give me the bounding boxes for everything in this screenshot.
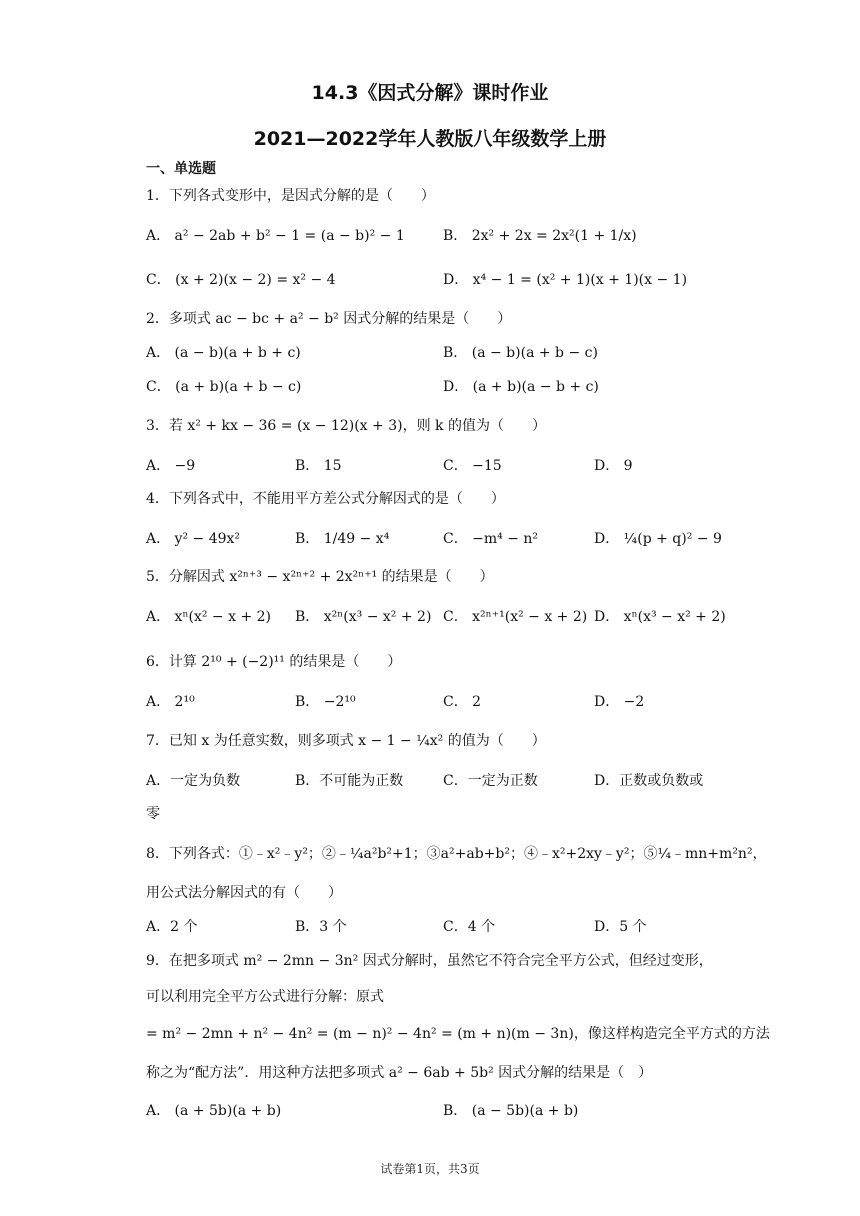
question-3-stem: 3．若 x² + kx − 36 = (x − 12)(x + 3)，则 k 的值为（ ） <box>146 418 546 434</box>
question-8-stem: 8．下列各式：①﹣x²﹣y²；②﹣¼a²b²+1；③a²+ab+b²；④﹣x²+2xy﹣y²；⑤¼﹣mn+m²n²， <box>146 846 767 862</box>
question-4-stem: 4．下列各式中，不能用平方差公式分解因式的是（ ） <box>146 491 505 507</box>
question-1-option-d: D． x⁴ − 1 = (x² + 1)(x + 1)(x − 1) <box>443 272 688 288</box>
question-4-option-c: C． −m⁴ − n² <box>443 531 539 547</box>
page-subtitle: 2021—2022学年人教版八年级数学上册 <box>253 128 607 150</box>
question-5-option-b: B． x²ⁿ(x³ − x² + 2) <box>295 609 432 625</box>
question-1-stem: 1．下列各式变形中，是因式分解的是（ ） <box>146 188 435 204</box>
question-5-option-c: C． x²ⁿ⁺¹(x² − x + 2) <box>443 609 588 625</box>
question-6-stem: 6．计算 2¹⁰ + (−2)¹¹ 的结果是（ ） <box>146 654 402 670</box>
question-7-option-d-continued: 零 <box>146 806 160 822</box>
question-7-option-d: D．正数或负数或 <box>594 773 704 789</box>
question-8-option-b: B．3 个 <box>295 919 347 935</box>
question-3-option-b: B． 15 <box>295 458 342 474</box>
question-7-option-a: A．一定为负数 <box>146 773 241 789</box>
question-4-option-b: B． 1/49 − x⁴ <box>295 531 390 547</box>
question-1-option-a: A． a² − 2ab + b² − 1 = (a − b)² − 1 <box>146 228 405 244</box>
question-2-option-d: D． (a + b)(a − b + c) <box>443 379 599 395</box>
question-7-option-c: C．一定为正数 <box>443 773 538 789</box>
question-3-option-c: C． −15 <box>443 458 502 474</box>
question-9-line2: 可以利用完全平方公式进行分解：原式 <box>146 989 384 1005</box>
question-2-option-c: C． (a + b)(a + b − c) <box>146 379 302 395</box>
question-6-option-b: B． −2¹⁰ <box>295 694 356 710</box>
question-8-option-a: A．2 个 <box>146 919 198 935</box>
question-1-option-c: C． (x + 2)(x − 2) = x² − 4 <box>146 272 336 288</box>
question-6-option-c: C． 2 <box>443 694 482 710</box>
question-6-option-d: D． −2 <box>594 694 645 710</box>
question-6-option-a: A． 2¹⁰ <box>146 694 195 710</box>
question-4-option-a: A． y² − 49x² <box>146 531 241 547</box>
question-1-option-b: B． 2x² + 2x = 2x²(1 + 1/x) <box>443 228 637 244</box>
question-4-option-d: D． ¼(p + q)² − 9 <box>594 531 722 547</box>
question-8-option-d: D．5 个 <box>594 919 647 935</box>
question-9-line3: = m² − 2mn + n² − 4n² = (m − n)² − 4n² = (m + n)(m − 3n)，像这样构造完全平方式的方法 <box>146 1026 770 1042</box>
question-9-option-a: A． (a + 5b)(a + b) <box>146 1103 282 1119</box>
question-7-stem: 7．已知 x 为任意实数，则多项式 x − 1 − ¼x² 的值为（ ） <box>146 733 546 749</box>
question-9-line4: 称之为“配方法”．用这种方法把多项式 a² − 6ab + 5b² 因式分解的结果是（ ） <box>146 1065 653 1081</box>
question-5-option-a: A． xⁿ(x² − x + 2) <box>146 609 272 625</box>
page-footer: 试卷第1页，共3页 <box>380 1162 480 1176</box>
question-8-stem-line2: 用公式法分解因式的有（ ） <box>146 885 342 901</box>
question-7-option-b: B．不可能为正数 <box>295 773 404 789</box>
question-5-option-d: D． xⁿ(x³ − x² + 2) <box>594 609 726 625</box>
section-heading: 一、单选题 <box>146 161 216 177</box>
question-3-option-a: A． −9 <box>146 458 196 474</box>
question-2-stem: 2．多项式 ac − bc + a² − b² 因式分解的结果是（ ） <box>146 311 512 327</box>
question-9-line1: 9．在把多项式 m² − 2mn − 3n² 因式分解时，虽然它不符合完全平方公式，但经过变形， <box>146 953 713 969</box>
question-8-option-c: C．4 个 <box>443 919 496 935</box>
page-title: 14.3《因式分解》课时作业 <box>311 82 549 104</box>
question-2-option-b: B． (a − b)(a + b − c) <box>443 345 598 361</box>
question-2-option-a: A． (a − b)(a + b + c) <box>146 345 301 361</box>
question-3-option-d: D． 9 <box>594 458 633 474</box>
question-9-option-b: B． (a − 5b)(a + b) <box>443 1103 579 1119</box>
question-5-stem: 5．分解因式 x²ⁿ⁺³ − x²ⁿ⁺² + 2x²ⁿ⁺¹ 的结果是（ ） <box>146 569 494 585</box>
